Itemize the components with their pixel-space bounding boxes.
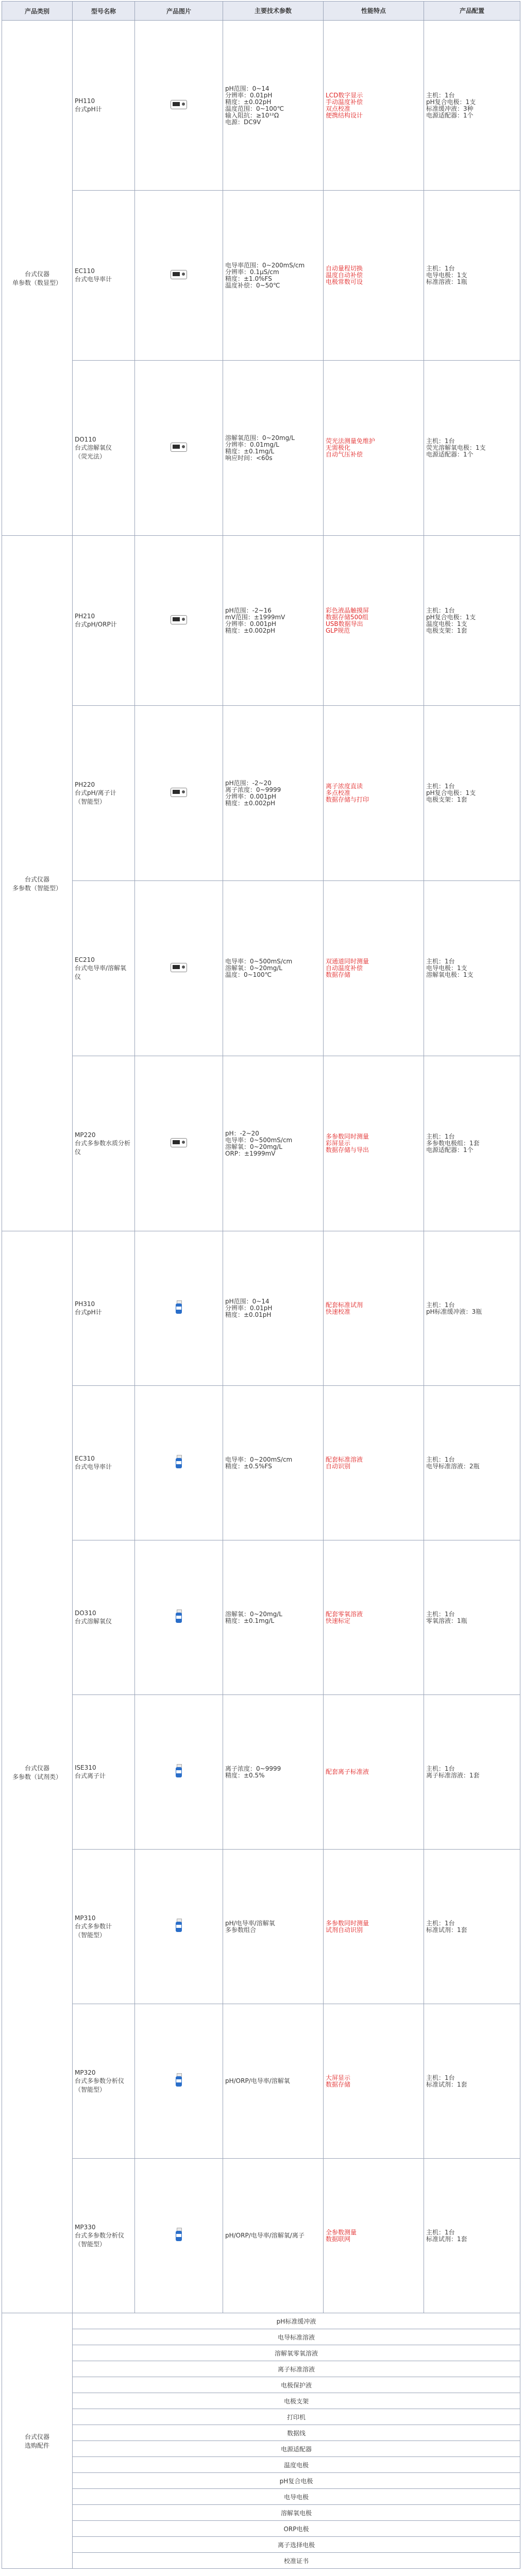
product-row [2, 2159, 520, 2313]
product-row [2, 536, 520, 706]
functions-cell: 彩色液晶触摸屏 数据存储500组 USB数据导出 GLP规范 [324, 536, 424, 706]
params-cell: 电导率：0~500mS/cm 溶解氧：0~20mg/L 温度：0~100℃ [223, 881, 324, 1056]
product-row [2, 1540, 520, 1695]
accessory-item: 溶解氧零氧溶液 [73, 2345, 520, 2361]
functions-cell: 荧光法测量免维护 无需极化 自动气压补偿 [324, 361, 424, 536]
model-cell: DO310 台式溶解氧仪 [73, 1540, 135, 1695]
header-params: 主要技术参数 [223, 2, 324, 21]
accessory-item: pH复合电极 [73, 2473, 520, 2489]
params-cell: 溶解氧：0~20mg/L 精度：±0.1mg/L [223, 1540, 324, 1695]
params-cell: pH范围：0~14 分辨率：0.01pH 精度：±0.01pH [223, 1231, 324, 1386]
params-cell: pH/电导率/溶解氧 多参数组合 [223, 1850, 324, 2004]
functions-cell: 离子浓度直读 多点校准 数据存储与打印 [324, 706, 424, 881]
reagent-bottle-icon [174, 1455, 184, 1469]
model-cell: EC310 台式电导率计 [73, 1386, 135, 1540]
accessory-item: ORP电极 [73, 2521, 520, 2537]
model-cell: DO110 台式溶解氧仪 （荧光法） [73, 361, 135, 536]
accessory-item: 溶解氧电极 [73, 2505, 520, 2521]
category-cell: 台式仪器 多参数（智能型） [2, 536, 73, 1231]
benchtop-meter-icon [171, 270, 187, 279]
benchtop-meter-icon [171, 1138, 187, 1147]
product-row [2, 2004, 520, 2159]
accessory-row [2, 2377, 520, 2393]
model-cell: EC110 台式电导率计 [73, 191, 135, 361]
accessory-item: 电极支架 [73, 2393, 520, 2409]
product-image-cell [135, 1850, 223, 2004]
table-body [2, 21, 520, 2569]
product-table [2, 1, 520, 2569]
params-cell: pH/ORP/电导率/溶解氧/离子 [223, 2159, 324, 2313]
accessory-item: pH标准缓冲液 [73, 2313, 520, 2329]
header-functions: 性能特点 [324, 2, 424, 21]
product-row [2, 1695, 520, 1850]
accessory-item: 校准证书 [73, 2553, 520, 2569]
config-cell: 主机：1台 标准试剂：1套 [424, 2004, 520, 2159]
product-image-cell [135, 536, 223, 706]
product-image-cell [135, 191, 223, 361]
config-cell: 主机：1台 荧光溶解氧电极：1支 电源适配器：1个 [424, 361, 520, 536]
accessory-row [2, 2537, 520, 2553]
product-image-cell [135, 1056, 223, 1231]
product-image-cell [135, 21, 223, 191]
accessory-row [2, 2521, 520, 2537]
product-row [2, 1056, 520, 1231]
product-row [2, 21, 520, 191]
params-cell: pH范围：-2~16 mV范围：±1999mV 分辨率：0.001pH 精度：±0.002pH [223, 536, 324, 706]
header-image: 产品图片 [135, 2, 223, 21]
product-image-cell [135, 1386, 223, 1540]
accessory-row [2, 2505, 520, 2521]
product-image-cell [135, 881, 223, 1056]
accessory-category-cell: 台式仪器 选购配件 [2, 2313, 73, 2569]
product-image-cell [135, 2004, 223, 2159]
config-cell: 主机：1台 标准试剂：1套 [424, 1850, 520, 2004]
reagent-bottle-icon [174, 2228, 184, 2242]
params-cell: pH范围：-2~20 离子浓度：0~9999 分辨率：0.001pH 精度：±0.002pH [223, 706, 324, 881]
accessory-row [2, 2329, 520, 2345]
benchtop-meter-icon [171, 443, 187, 452]
category-cell: 台式仪器 单参数（数显型） [2, 21, 73, 536]
product-row [2, 881, 520, 1056]
config-cell: 主机：1台 pH复合电极：1支 电极支架：1套 [424, 706, 520, 881]
product-image-cell [135, 1231, 223, 1386]
functions-cell: 全参数测量 数据联网 [324, 2159, 424, 2313]
config-cell: 主机：1台 电导标准溶液：2瓶 [424, 1386, 520, 1540]
model-cell: ISE310 台式离子计 [73, 1695, 135, 1850]
params-cell: 离子浓度：0~9999 精度：±0.5% [223, 1695, 324, 1850]
functions-cell: LCD数字显示 手动温度补偿 双点校准 便携结构设计 [324, 21, 424, 191]
accessory-row [2, 2361, 520, 2377]
product-image-cell [135, 1540, 223, 1695]
config-cell: 主机：1台 pH复合电极：1支 标准缓冲液：3种 电源适配器：1个 [424, 21, 520, 191]
reagent-bottle-icon [174, 1300, 184, 1315]
product-image-cell [135, 361, 223, 536]
model-cell: PH310 台式pH计 [73, 1231, 135, 1386]
accessory-row [2, 2409, 520, 2425]
product-image-cell [135, 706, 223, 881]
params-cell: pH：-2~20 电导率：0~500mS/cm 溶解氧：0~20mg/L ORP：±1999mV [223, 1056, 324, 1231]
reagent-bottle-icon [174, 1919, 184, 1933]
accessory-row [2, 2489, 520, 2505]
product-image-cell [135, 1695, 223, 1850]
functions-cell: 多参数同时测量 试剂自动识别 [324, 1850, 424, 2004]
functions-cell: 配套离子标准液 [324, 1695, 424, 1850]
accessory-item: 离子标准溶液 [73, 2361, 520, 2377]
accessory-row [2, 2313, 520, 2329]
accessory-item: 电导标准溶液 [73, 2329, 520, 2345]
accessory-item: 温度电极 [73, 2457, 520, 2473]
reagent-bottle-icon [174, 1609, 184, 1624]
config-cell: 主机：1台 多参数电极组：1套 电源适配器：1个 [424, 1056, 520, 1231]
model-cell: MP320 台式多参数分析仪 （智能型） [73, 2004, 135, 2159]
product-row [2, 1386, 520, 1540]
accessory-row [2, 2425, 520, 2441]
accessory-item: 数据线 [73, 2425, 520, 2441]
model-cell: EC210 台式电导率/溶解氧仪 [73, 881, 135, 1056]
params-cell: 电导率：0~200mS/cm 精度：±0.5%FS [223, 1386, 324, 1540]
accessory-row [2, 2345, 520, 2361]
functions-cell: 多参数同时测量 彩屏显示 数据存储与导出 [324, 1056, 424, 1231]
header-category: 产品类别 [2, 2, 73, 21]
config-cell: 主机：1台 零氧溶液：1瓶 [424, 1540, 520, 1695]
functions-cell: 自动量程切换 温度自动补偿 电极常数可设 [324, 191, 424, 361]
model-cell: MP310 台式多参数计 （智能型） [73, 1850, 135, 2004]
functions-cell: 双通道同时测量 自动温度补偿 数据存储 [324, 881, 424, 1056]
config-cell: 主机：1台 电导电极：1支 溶解氧电极：1支 [424, 881, 520, 1056]
header-config: 产品配置 [424, 2, 520, 21]
product-row [2, 1850, 520, 2004]
functions-cell: 配套零氧溶液 快速标定 [324, 1540, 424, 1695]
accessory-row [2, 2393, 520, 2409]
accessory-row [2, 2553, 520, 2569]
product-image-cell [135, 2159, 223, 2313]
accessory-row [2, 2473, 520, 2489]
params-cell: 电导率范围：0~200mS/cm 分辨率：0.1μS/cm 精度：±1.0%FS 温度补偿：0~50℃ [223, 191, 324, 361]
model-cell: MP220 台式多参数水质分析仪 [73, 1056, 135, 1231]
accessory-item: 电极保护液 [73, 2377, 520, 2393]
benchtop-meter-icon [171, 788, 187, 797]
model-cell: MP330 台式多参数分析仪 （智能型） [73, 2159, 135, 2313]
model-cell: PH220 台式pH/离子计 （智能型） [73, 706, 135, 881]
table-header-row [2, 2, 520, 21]
config-cell: 主机：1台 离子标准溶液：1套 [424, 1695, 520, 1850]
functions-cell: 大屏显示 数据存储 [324, 2004, 424, 2159]
accessory-item: 离子选择电极 [73, 2537, 520, 2553]
product-row [2, 706, 520, 881]
accessory-item: 电源适配器 [73, 2441, 520, 2457]
accessory-row [2, 2441, 520, 2457]
config-cell: 主机：1台 pH复合电极：1支 温度电极：1支 电极支架：1套 [424, 536, 520, 706]
accessory-item: 打印机 [73, 2409, 520, 2425]
model-cell: PH110 台式pH计 [73, 21, 135, 191]
config-cell: 主机：1台 电导电极：1支 标准溶液：1瓶 [424, 191, 520, 361]
params-cell: 溶解氧范围：0~20mg/L 分辨率：0.01mg/L 精度：±0.1mg/L 响应时间：<60s [223, 361, 324, 536]
params-cell: pH/ORP/电导率/溶解氧 [223, 2004, 324, 2159]
config-cell: 主机：1台 标准试剂：1套 [424, 2159, 520, 2313]
accessory-item: 电导电极 [73, 2489, 520, 2505]
params-cell: pH范围：0~14 分辨率：0.01pH 精度：±0.02pH 温度范围：0~100℃ 输入阻抗：≥10¹²Ω 电源：DC9V [223, 21, 324, 191]
reagent-bottle-icon [174, 1764, 184, 1778]
reagent-bottle-icon [174, 2073, 184, 2088]
accessory-row [2, 2457, 520, 2473]
benchtop-meter-icon [171, 100, 187, 109]
category-cell: 台式仪器 多参数（试剂类） [2, 1231, 73, 2313]
spec-sheet [2, 1, 520, 2569]
functions-cell: 配套标准溶液 自动识别 [324, 1386, 424, 1540]
benchtop-meter-icon [171, 615, 187, 624]
benchtop-meter-icon [171, 963, 187, 972]
product-row [2, 1231, 520, 1386]
config-cell: 主机：1台 pH标准缓冲液：3瓶 [424, 1231, 520, 1386]
header-model: 型号名称 [73, 2, 135, 21]
product-row [2, 191, 520, 361]
product-row [2, 361, 520, 536]
functions-cell: 配套标准试剂 快速校准 [324, 1231, 424, 1386]
model-cell: PH210 台式pH/ORP计 [73, 536, 135, 706]
